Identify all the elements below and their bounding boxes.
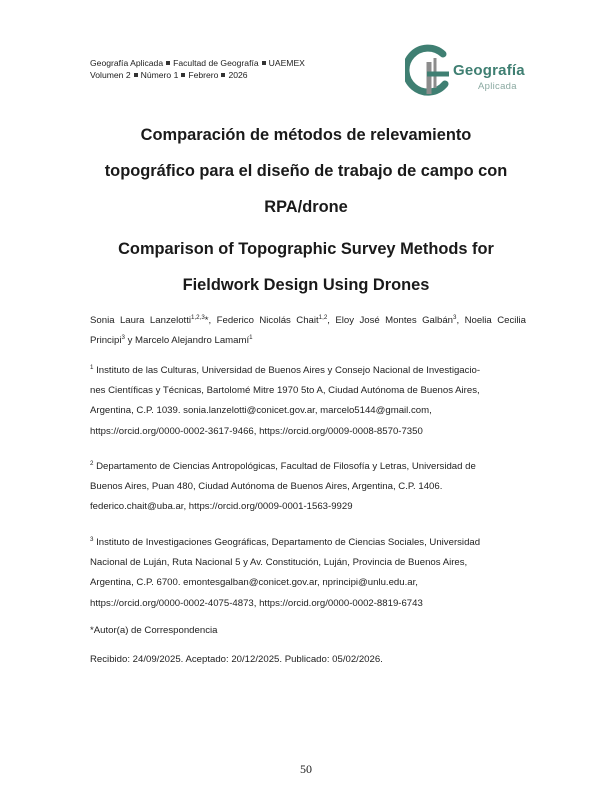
- title-line: Fieldwork Design Using Drones: [182, 276, 430, 294]
- separator-square-icon: [262, 61, 266, 65]
- title-line: Comparison of Topographic Survey Methods for: [118, 240, 494, 258]
- affiliation-2: [90, 457, 526, 518]
- page-number: 50: [300, 762, 312, 776]
- affiliation-marker: 1: [90, 364, 94, 371]
- author-affiliation-marker: 1: [249, 334, 253, 342]
- title-line: RPA/drone: [264, 198, 348, 216]
- affiliation-marker: 3: [90, 536, 94, 543]
- author-affiliation-marker: 1,2: [318, 314, 328, 321]
- separator-square-icon: [134, 73, 138, 77]
- volume: Volumen 2: [90, 70, 131, 80]
- affiliation-text: https://orcid.org/0000-0002-4075-4873, https://orcid.org/0000-0002-8819-6743: [90, 597, 423, 609]
- author-affiliation-marker: 3: [121, 334, 125, 342]
- author-affiliation-marker: 3: [453, 314, 457, 321]
- separator-square-icon: [221, 73, 225, 77]
- author-name: Sonia Laura Lanzelotti: [90, 315, 192, 326]
- affiliation-text: Buenos Aires, Puan 480, Ciudad Autónoma de Buenos Aires, Argentina, C.P. 1406.: [90, 481, 443, 493]
- author-list: [90, 311, 526, 351]
- affiliation-marker: 2: [90, 460, 94, 467]
- affiliation-text: https://orcid.org/0000-0002-3617-9466, https://orcid.org/0009-0008-8570-7350: [90, 425, 423, 437]
- journal-header-line2: [90, 69, 305, 81]
- title-line: topográfico para el diseño de trabajo de campo con: [104, 162, 508, 180]
- author-name: y Marcelo Alejandro Lamamí: [124, 335, 250, 347]
- issue-month: Febrero: [188, 70, 219, 80]
- author-separator: ,: [327, 315, 330, 326]
- author-name: Noelia Cecilia Principi: [90, 315, 526, 347]
- author-affiliation-marker: 1,2,3: [191, 314, 205, 321]
- affiliation-1: [90, 361, 526, 442]
- logo-wordmark: Geografía: [453, 62, 525, 79]
- affiliation-text: Instituto de Investigaciones Geográficas, Departamento de Ciencias Sociales, Universidad: [93, 537, 481, 548]
- issue-year: 2026: [228, 70, 248, 80]
- journal-header-line1: [90, 57, 305, 69]
- journal-name: Geografía Aplicada: [90, 58, 164, 68]
- affiliation-text: Instituto de las Culturas, Universidad de Buenos Aires y Consejo Nacional de Investigacio-: [93, 365, 481, 376]
- affiliation-text: Argentina, C.P. 6700. emontesgalban@conicet.gov.ar, nprincipi@unlu.edu.ar,: [90, 577, 418, 589]
- publication-dates: Recibido: 24/09/2025. Aceptado: 20/12/2025. Publicado: 05/02/2026.: [90, 654, 383, 665]
- author-name: Eloy José Montes Galbán: [329, 315, 454, 326]
- author-separator: *,: [204, 315, 212, 326]
- title-spanish: [70, 117, 542, 225]
- affiliation-text: Argentina, C.P. 1039. sonia.lanzelotti@conicet.gov.ar, marcelo5144@gmail.com,: [90, 405, 432, 417]
- affiliation-text: federico.chait@uba.ar, https://orcid.org/0009-0001-1563-9929: [90, 501, 353, 513]
- affiliation-text: nes Científicas y Técnicas, Bartolomé Mitre 1970 5to A, Ciudad Autónoma de Buenos Aires,: [90, 385, 480, 397]
- author-separator: ,: [456, 315, 460, 326]
- author-name: Federico Nicolás Chait: [211, 315, 319, 326]
- affiliation-text: Nacional de Luján, Ruta Nacional 5 y Av. Constitución, Luján, Provincia de Buenos Aires,: [90, 557, 468, 569]
- separator-square-icon: [166, 61, 170, 65]
- issue-number: Número 1: [140, 70, 179, 80]
- university-name: UAEMEX: [268, 58, 305, 68]
- faculty-name: Facultad de Geografía: [173, 58, 259, 68]
- title-line: Comparación de métodos de relevamiento: [140, 126, 472, 144]
- affiliation-text: Departamento de Ciencias Antropológicas, Facultad de Filosofía y Letras, Universidad de: [93, 461, 476, 472]
- separator-square-icon: [181, 73, 185, 77]
- logo-subtitle: Aplicada: [478, 81, 517, 92]
- affiliation-3: [90, 533, 526, 614]
- title-english: [70, 231, 542, 303]
- journal-header: [90, 57, 305, 81]
- correspondence-note: *Autor(a) de Correspondencia: [90, 625, 218, 636]
